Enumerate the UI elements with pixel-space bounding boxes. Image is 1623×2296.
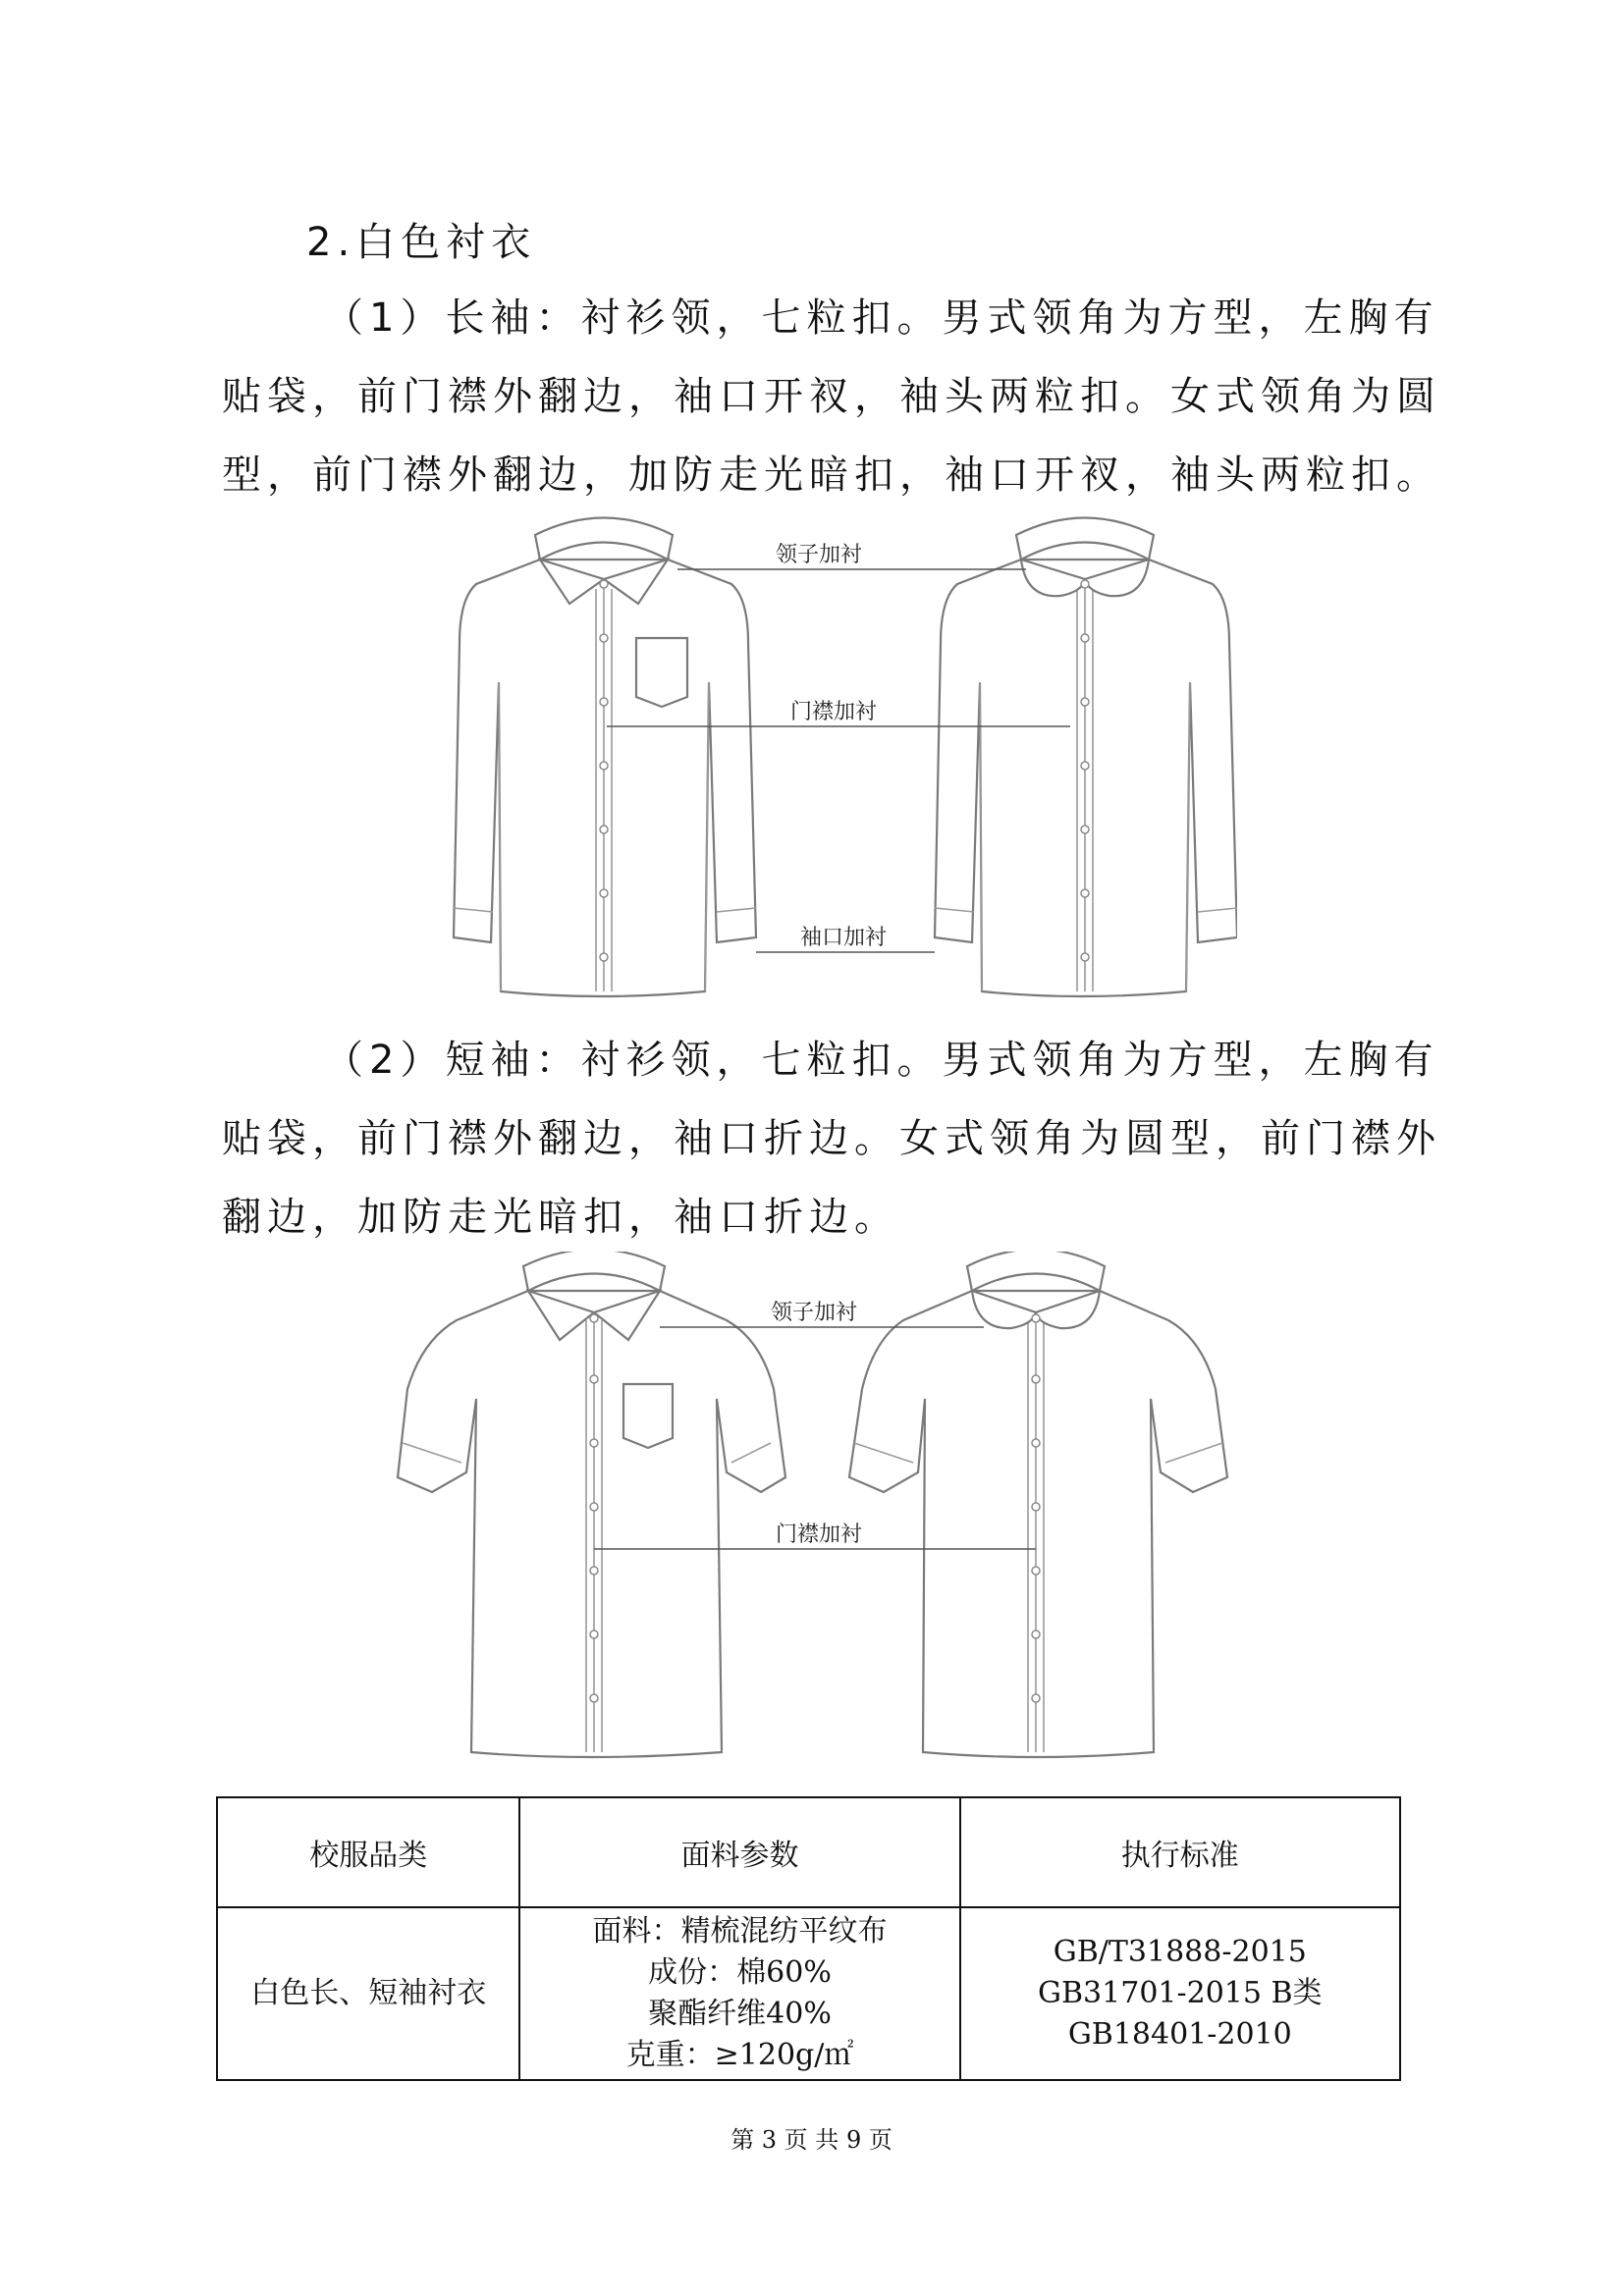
page-footer: 第 3 页 共 9 页 — [730, 2126, 893, 2154]
fabric-line: 克重：≥120g/㎡ — [625, 2038, 854, 2072]
placket-interlining-label-short: 门襟加衬 — [776, 1522, 863, 1547]
collar-interlining-label: 领子加衬 — [776, 543, 863, 567]
female-long-sleeve-shirt — [935, 518, 1237, 997]
cell-fabric — [519, 1907, 959, 2080]
collar-interlining-label-short: 领子加衬 — [771, 1301, 858, 1325]
cell-category: 白色长、短袖衬衣 — [217, 1907, 519, 2080]
header-standard: 执行标准 — [960, 1797, 1400, 1907]
table-row — [217, 1907, 1400, 2080]
cell-standard — [960, 1907, 1400, 2080]
placket-interlining-label: 门襟加衬 — [790, 700, 878, 724]
short-sleeve-desc-line-2: 贴袋，前门襟外翻边，袖口折边。女式领角为圆型，前门襟外 — [222, 1116, 1441, 1161]
long-sleeve-desc-line-3: 型，前门襟外翻边，加防走光暗扣，袖口开衩，袖头两粒扣。 — [222, 453, 1441, 498]
short-sleeve-shirt-figure — [383, 1252, 1247, 1762]
section-heading: 2.白色衬衣 — [306, 220, 537, 265]
standard-line: GB/T31888-2015 — [1053, 1935, 1307, 1969]
fabric-line: 聚酯纤维40% — [648, 1997, 832, 2031]
fabric-line: 面料：精梳混纺平纹布 — [592, 1914, 888, 1949]
table-header-row — [217, 1797, 1400, 1907]
standard-line: GB31701-2015 B类 — [1038, 1976, 1323, 2010]
spec-table — [216, 1796, 1401, 2081]
header-category: 校服品类 — [217, 1797, 519, 1907]
long-sleeve-shirt-figure — [432, 506, 1237, 1006]
header-fabric: 面料参数 — [519, 1797, 959, 1907]
standard-line: GB18401-2010 — [1067, 2017, 1292, 2052]
cuff-interlining-label: 袖口加衬 — [800, 926, 888, 950]
male-long-sleeve-shirt — [454, 518, 756, 997]
short-sleeve-desc-line-1: （2）短袖：衬衫领，七粒扣。男式领角为方型，左胸有 — [324, 1038, 1439, 1083]
short-sleeve-desc-line-3: 翻边，加防走光暗扣，袖口折边。 — [222, 1195, 899, 1240]
fabric-line: 成份：棉60% — [648, 1955, 832, 1990]
long-sleeve-desc-line-2: 贴袋，前门襟外翻边，袖口开衩，袖头两粒扣。女式领角为圆 — [222, 374, 1441, 419]
long-sleeve-desc-line-1: （1）长袖：衬衫领，七粒扣。男式领角为方型，左胸有 — [324, 295, 1439, 341]
